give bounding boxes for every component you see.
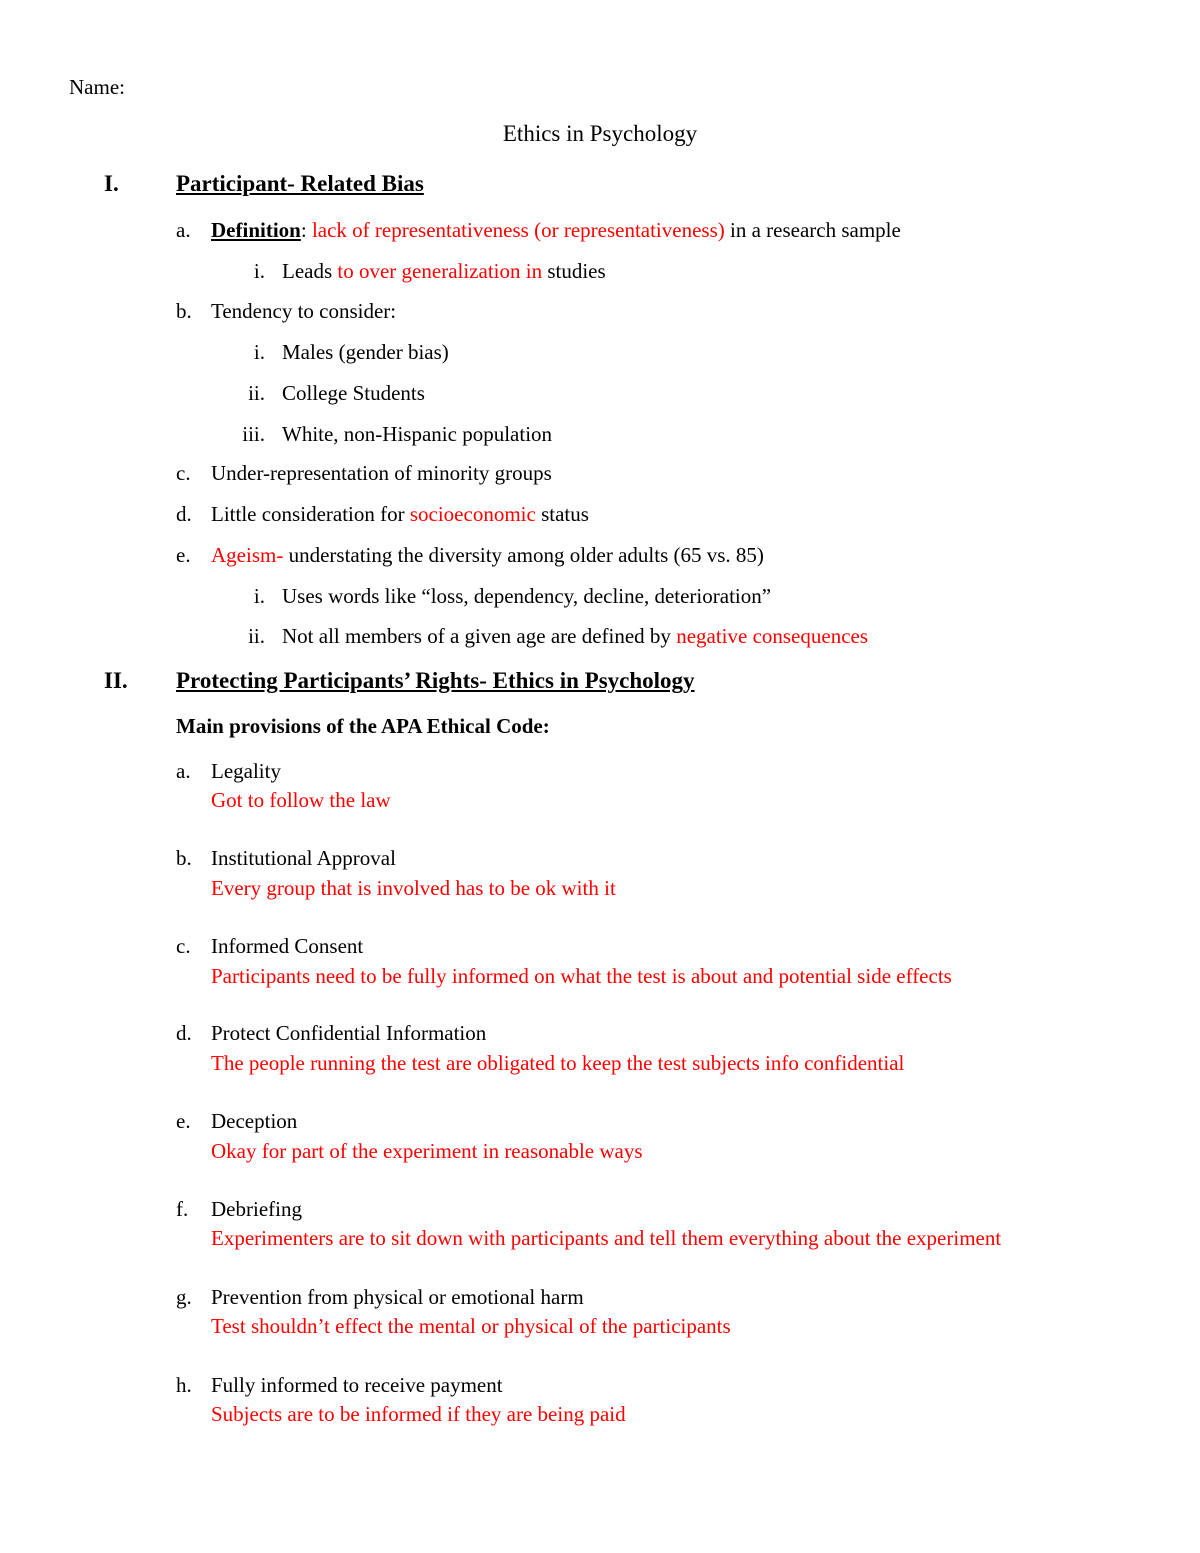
item-marker: c. <box>176 461 191 485</box>
provision-note: Test shouldn’t effect the mental or physical of the participants <box>211 1314 731 1338</box>
provision-note: Got to follow the law <box>211 788 391 812</box>
item-red-text: socioeconomic <box>409 502 536 526</box>
subitem-text: Not all members of a given age are defined by negative consequences <box>282 624 869 648</box>
provision-label: Debriefing <box>211 1197 302 1221</box>
name-label: Name: <box>69 75 125 99</box>
provision-note: Experimenters are to sit down with participants and tell them everything about the experiment <box>211 1226 1002 1250</box>
section-1-heading: Participant- Related Bias <box>176 171 424 196</box>
subitem-red-text: to over generalization in <box>337 259 543 283</box>
subitem-text: Uses words like “loss, dependency, decline, deterioration” <box>282 584 772 608</box>
item-marker: a. <box>176 759 191 783</box>
definition-colon: : <box>300 218 307 242</box>
item-marker: f. <box>176 1197 189 1221</box>
item-marker: b. <box>176 846 192 870</box>
item-marker: h. <box>176 1373 192 1397</box>
item-marker: b. <box>176 299 192 323</box>
provision-label: Prevention from physical or emotional harm <box>211 1285 584 1309</box>
subitem-red-text: negative consequences <box>676 624 869 648</box>
subitem-leads: Leads to over generalization in studies <box>282 259 606 283</box>
item-marker: a. <box>176 218 191 242</box>
definition-term: Definition <box>211 218 301 242</box>
subitem-marker: i. <box>253 584 265 608</box>
section-2-numeral: II. <box>104 668 128 693</box>
section-2-subheading: Main provisions of the APA Ethical Code: <box>176 714 550 738</box>
provision-note: Participants need to be fully informed on what the test is about and potential side effects <box>211 964 952 988</box>
provision-label: Informed Consent <box>211 934 364 958</box>
definition-red-text: lack of representativeness (or representativeness) <box>311 218 725 242</box>
item-marker: d. <box>176 1021 192 1045</box>
item-text: Tendency to consider: <box>211 299 397 323</box>
item-marker: d. <box>176 502 192 526</box>
item-text: Under-representation of minority groups <box>211 461 552 485</box>
item-text: Little consideration for socioeconomic status <box>211 502 589 526</box>
subitem-marker: i. <box>253 259 265 283</box>
item-marker: e. <box>176 1109 191 1133</box>
subitem-text: College Students <box>282 381 425 405</box>
provision-label: Protect Confidential Information <box>211 1021 487 1045</box>
item-marker: e. <box>176 543 191 567</box>
subitem-marker: i. <box>253 340 265 364</box>
definition-rest: in a research sample <box>730 218 901 242</box>
provision-note: Okay for part of the experiment in reasonable ways <box>211 1139 643 1163</box>
subitem-text: Males (gender bias) <box>282 340 449 364</box>
provision-label: Deception <box>211 1109 298 1133</box>
provision-note: Every group that is involved has to be ok with it <box>211 876 616 900</box>
provision-note: Subjects are to be informed if they are being paid <box>211 1402 626 1426</box>
item-text: Ageism- understating the diversity among older adults (65 vs. 85) <box>211 543 764 567</box>
provision-label: Fully informed to receive payment <box>211 1373 503 1397</box>
subitem-marker: iii. <box>242 422 265 446</box>
definition-line <box>211 220 901 241</box>
section-2-heading: Protecting Participants’ Rights- Ethics in Psychology <box>176 668 695 693</box>
page-title: Ethics in Psychology <box>502 121 698 146</box>
provision-note: The people running the test are obligated to keep the test subjects info confidential <box>211 1051 905 1075</box>
item-marker: g. <box>176 1285 192 1309</box>
section-1-numeral: I. <box>104 171 119 196</box>
subitem-marker: ii. <box>248 624 265 648</box>
subitem-text: White, non-Hispanic population <box>282 422 553 446</box>
provision-label: Institutional Approval <box>211 846 396 870</box>
item-marker: c. <box>176 934 191 958</box>
item-red-text: Ageism- <box>211 543 284 567</box>
provision-label: Legality <box>211 759 281 783</box>
subitem-marker: ii. <box>248 381 265 405</box>
